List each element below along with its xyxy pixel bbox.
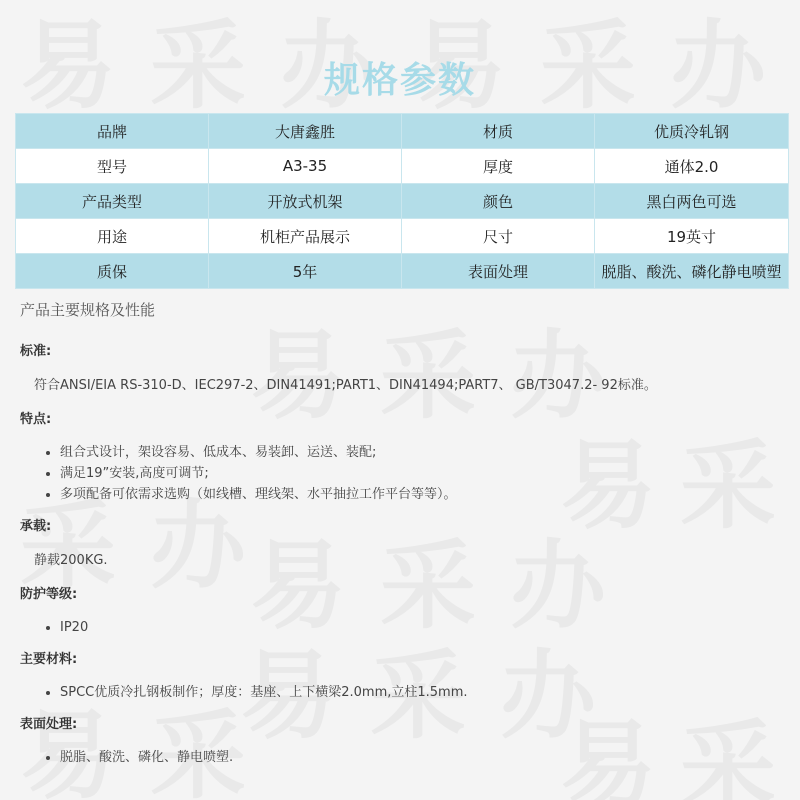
spec-label: 产品类型 — [16, 184, 209, 219]
section-title-surface: 表面处理: — [20, 717, 78, 732]
spec-value: 开放式机架 — [209, 184, 402, 219]
spec-label: 材质 — [402, 114, 595, 149]
section-title-load: 承载: — [20, 519, 52, 534]
section-title-materials: 主要材料: — [20, 652, 78, 667]
description — [20, 300, 780, 780]
section-title-protection: 防护等级: — [20, 587, 78, 602]
protection-list — [20, 617, 780, 638]
features-list — [20, 442, 780, 505]
table-row — [16, 149, 789, 184]
section-title-features: 特点: — [20, 412, 52, 427]
spec-label: 品牌 — [16, 114, 209, 149]
spec-value: A3-35 — [209, 149, 402, 184]
spec-label: 颜色 — [402, 184, 595, 219]
table-row — [16, 184, 789, 219]
spec-value: 大唐鑫胜 — [209, 114, 402, 149]
spec-table — [15, 113, 789, 289]
list-item: • 满足19”安装,高度可调节; — [60, 463, 780, 484]
spec-value: 脱脂、酸洗、磷化静电喷塑 — [595, 254, 789, 289]
spec-label: 用途 — [16, 219, 209, 254]
list-item: • 组合式设计，架设容易、低成本、易装卸、运送、装配; — [60, 442, 780, 463]
spec-label: 表面处理 — [402, 254, 595, 289]
spec-value: 19英寸 — [595, 219, 789, 254]
surface-list — [20, 747, 780, 768]
table-row — [16, 219, 789, 254]
spec-value: 通体2.0 — [595, 149, 789, 184]
spec-label: 型号 — [16, 149, 209, 184]
page-title: 规格参数 — [323, 60, 476, 101]
spec-value: 黑白两色可选 — [595, 184, 789, 219]
list-item: • 多项配备可依需求选购（如线槽、理线架、水平抽拉工作平台等等）。 — [60, 484, 780, 505]
section-text-load: 静载200KG. — [34, 553, 108, 568]
list-item: • 脱脂、酸洗、磷化、静电喷塑. — [60, 747, 780, 768]
section-title-standard: 标准: — [20, 344, 52, 359]
table-row — [16, 254, 789, 289]
section-text-standard: 符合ANSI/EIA RS-310-D、IEC297-2、DIN41491;PART1、DIN41494;PART7、 GB/T3047.2- 92标准。 — [34, 378, 657, 393]
list-item: • SPCC优质冷扎钢板制作；厚度：基座、上下横梁2.0mm,立柱1.5mm. — [60, 682, 780, 703]
materials-list — [20, 682, 780, 703]
spec-value: 机柜产品展示 — [209, 219, 402, 254]
spec-label: 质保 — [16, 254, 209, 289]
spec-label: 尺寸 — [402, 219, 595, 254]
description-heading: 产品主要规格及性能 — [20, 301, 156, 319]
list-item: • IP20 — [60, 617, 780, 638]
spec-label: 厚度 — [402, 149, 595, 184]
spec-value: 优质冷轧钢 — [595, 114, 789, 149]
table-row — [16, 114, 789, 149]
spec-value: 5年 — [209, 254, 402, 289]
